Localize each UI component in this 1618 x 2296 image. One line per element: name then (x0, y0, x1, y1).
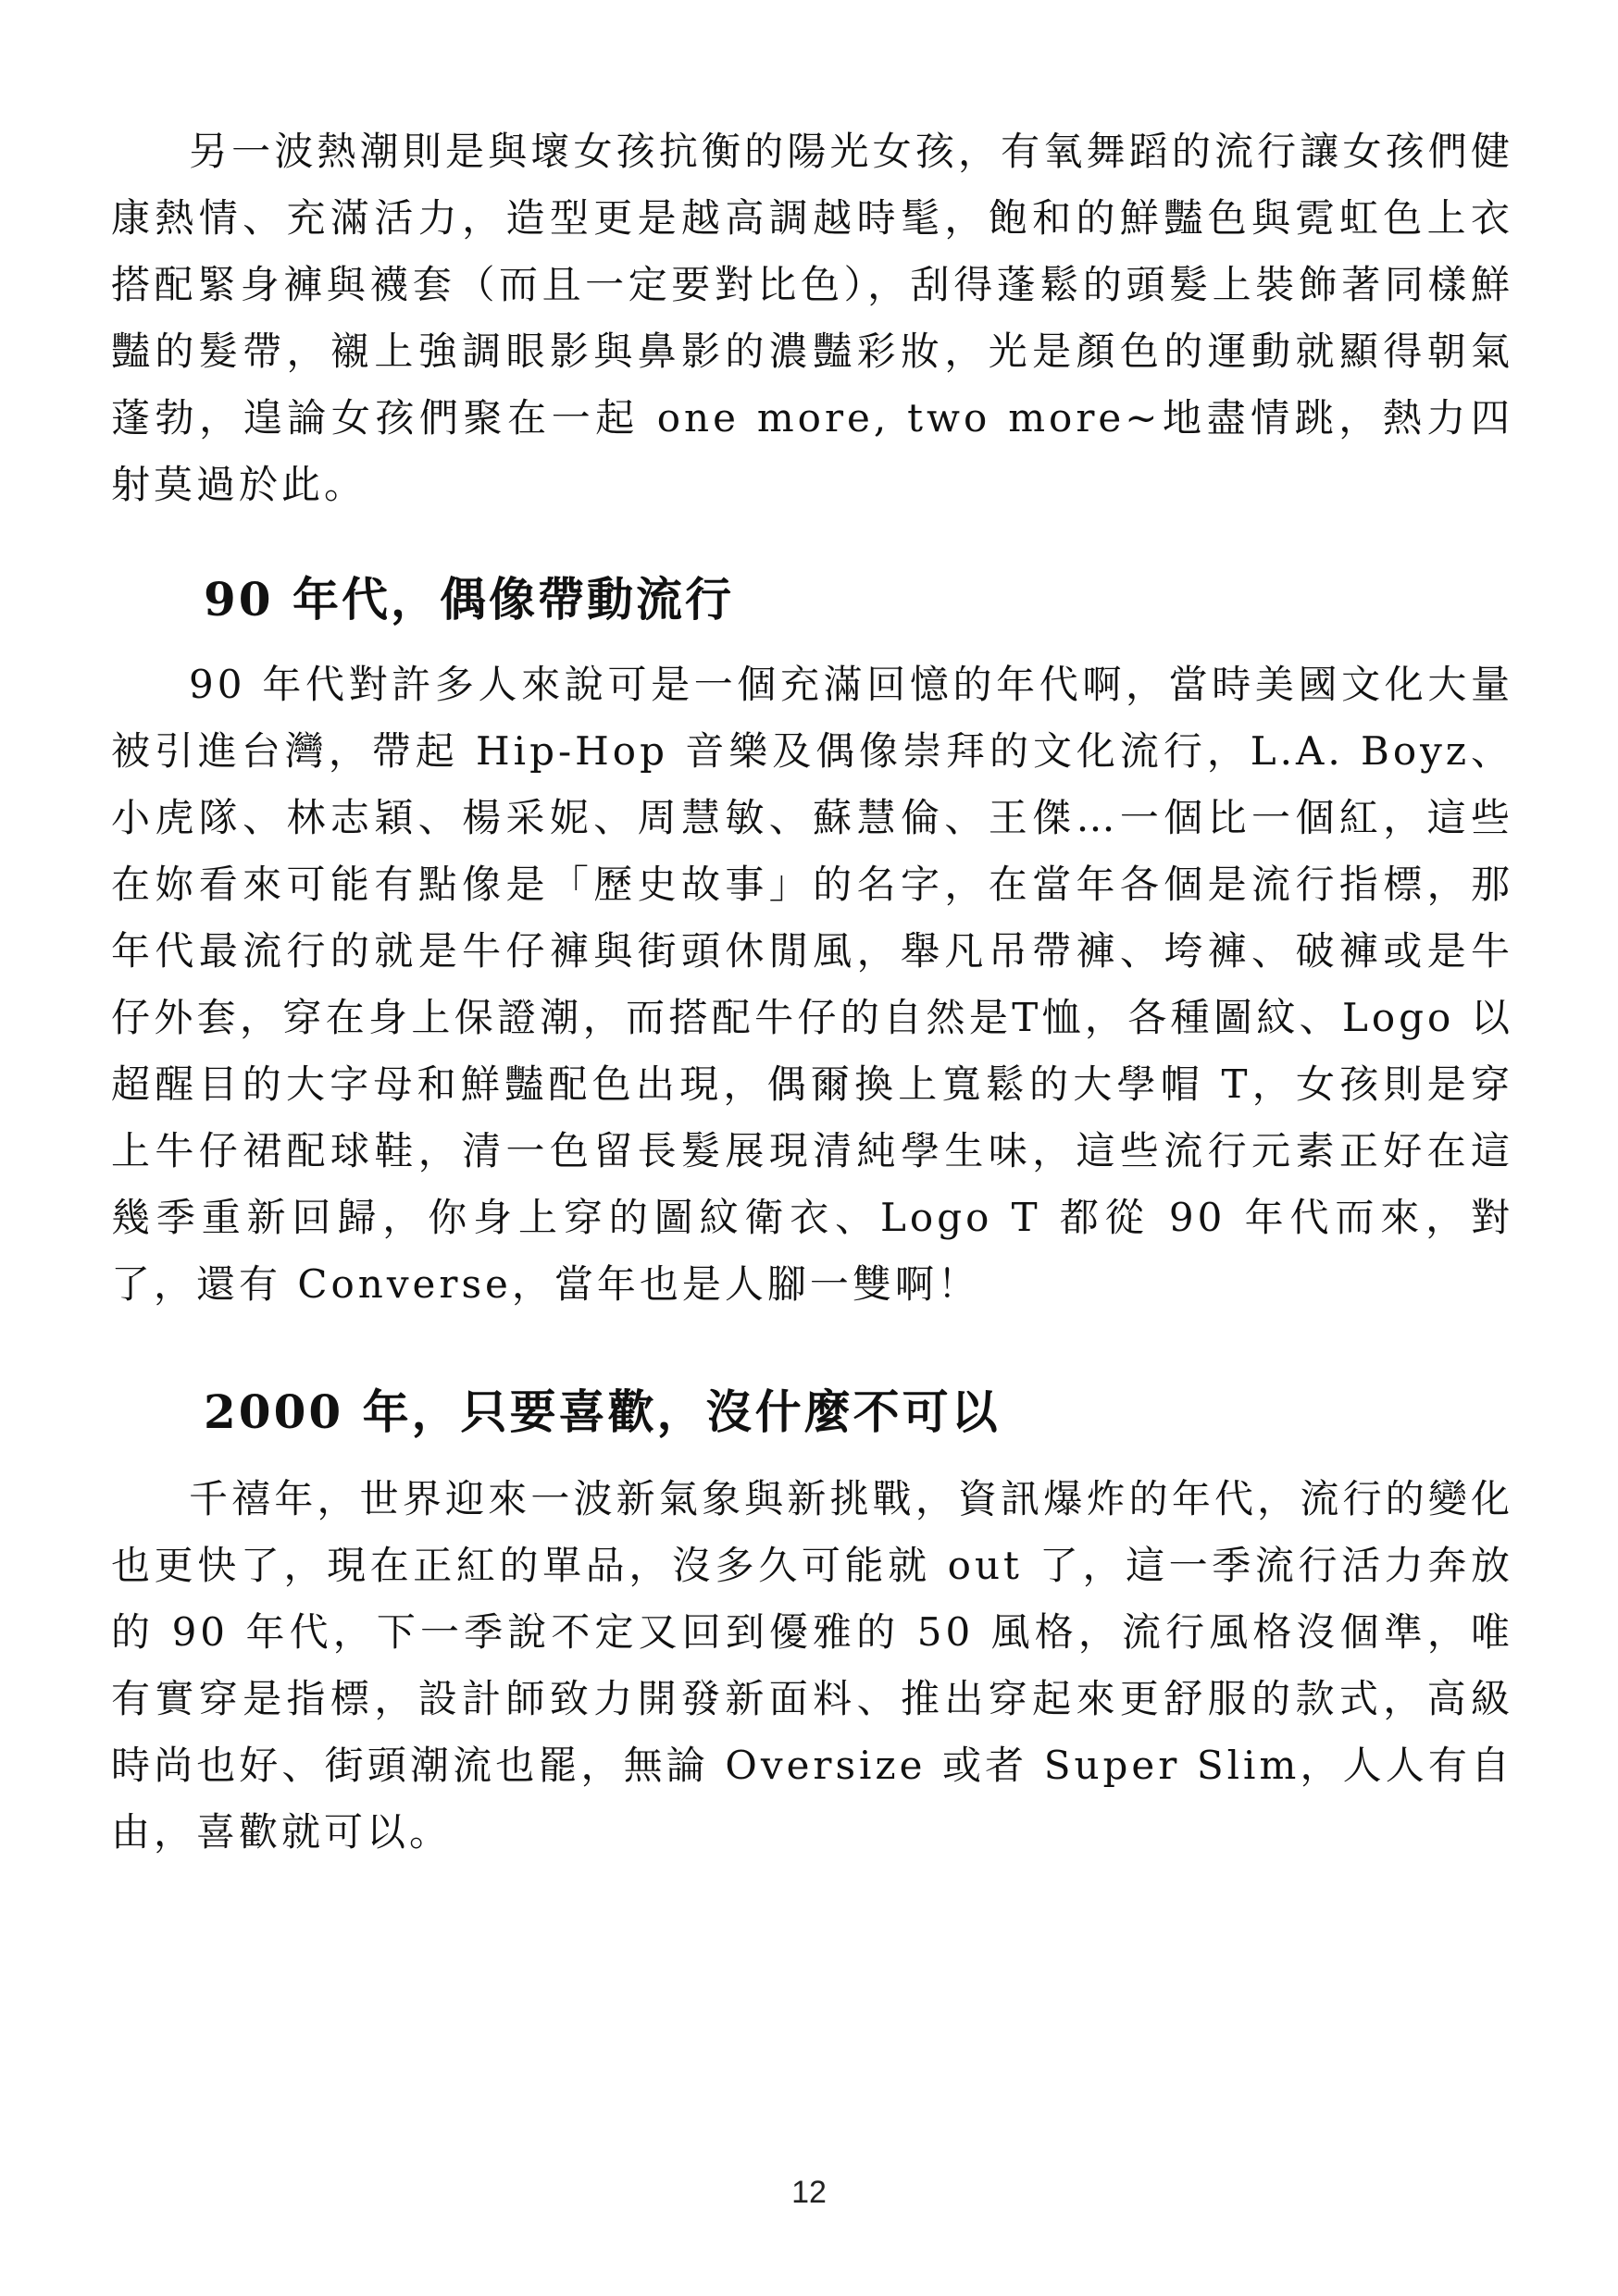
section-heading-90s: 90 年代，偶像帶動流行 (204, 572, 734, 627)
page-number: 12 (791, 2175, 827, 2210)
section-heading-2000: 2000 年，只要喜歡，沒什麼不可以 (204, 1384, 1001, 1439)
section-paragraph-2000: 千禧年，世界迎來一波新氣象與新挑戰，資訊爆炸的年代，流行的變化也更快了，現在正紅的單品，沒多久可能就 out 了，這一季流行活力奔放的 90 年代，下一季說不定又回到優雅的 50 風格，流行風格沒個準，唯有實穿是指標，設計師致力開發新面料、推出穿起來更舒服的款式，高級時尚也好、街頭潮流也罷，無論 Oversize 或者 Super Slim，人人有自由，喜歡就可以。 (111, 1476, 1513, 1855)
intro-paragraph: 另一波熱潮則是與壞女孩抗衡的陽光女孩，有氧舞蹈的流行讓女孩們健康熱情、充滿活力，造型更是越高調越時髦，飽和的鮮豔色與霓虹色上衣搭配緊身褲與襪套（而且一定要對比色），刮得蓬鬆的頭髮上裝飾著同樣鮮豔的髮帶，襯上強調眼影與鼻影的濃豔彩妝，光是顏色的運動就顯得朝氣蓬勃，遑論女孩們聚在一起 one more, two more~地盡情跳，熱力四射莫過於此。 (111, 129, 1513, 507)
section-paragraph-90s: 90 年代對許多人來說可是一個充滿回憶的年代啊，當時美國文化大量被引進台灣，帶起 Hip-Hop 音樂及偶像崇拜的文化流行，L.A. Boyz、小虎隊、林志穎、楊采妮、周慧敏、蘇慧倫、王傑…一個比一個紅，這些在妳看來可能有點像是「歷史故事」的名字，在當年各個是流行指標，那年代最流行的就是牛仔褲與街頭休閒風，舉凡吊帶褲、垮褲、破褲或是牛仔外套，穿在身上保證潮，而搭配牛仔的自然是T恤，各種圖紋、Logo 以超醒目的大字母和鮮豔配色出現，偶爾換上寬鬆的大學帽 T，女孩則是穿上牛仔裙配球鞋，清一色留長髮展現清純學生味，這些流行元素正好在這幾季重新回歸，你身上穿的圖紋衛衣、Logo T 都從 90 年代而來，對了，還有 Converse，當年也是人腳一雙啊！ (111, 662, 1513, 1307)
page-body (111, 118, 1513, 1866)
